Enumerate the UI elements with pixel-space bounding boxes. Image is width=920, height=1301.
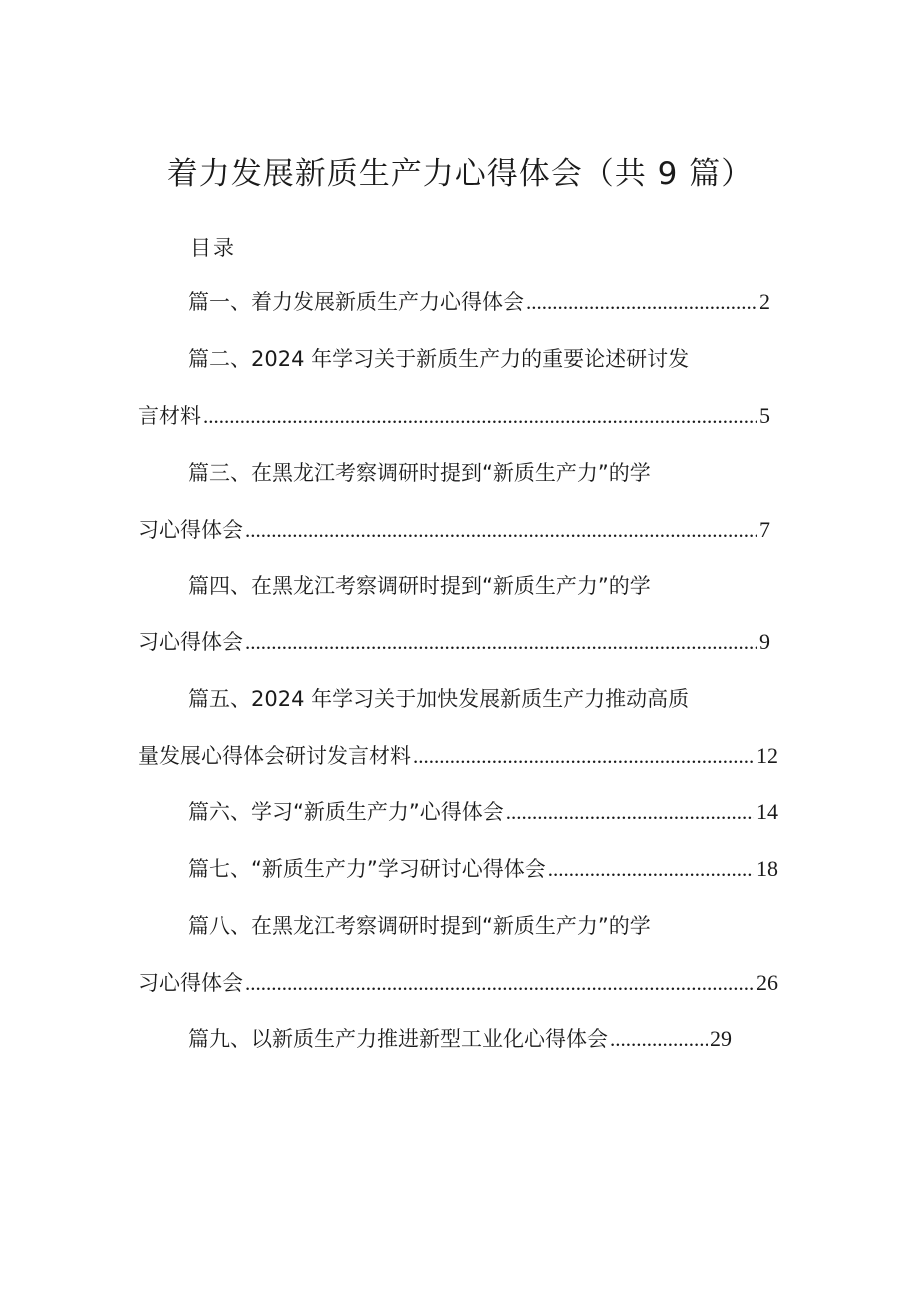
toc-page-number: 29 <box>710 1026 732 1051</box>
toc-entry-5-first-line[interactable] <box>188 684 788 714</box>
toc-entry-2[interactable] <box>138 401 770 431</box>
toc-page-number: 5 <box>759 403 770 428</box>
toc-page-number: 18 <box>756 856 778 881</box>
toc-page-number: 14 <box>756 799 778 824</box>
toc-entry-7[interactable] <box>188 854 778 884</box>
toc-entry-5[interactable] <box>138 741 778 771</box>
document-title: 着力发展新质生产力心得体会（共 9 篇） <box>166 156 754 192</box>
toc-entry-text: 篇六、学习“新质生产力”心得体会 <box>188 800 504 824</box>
toc-leader-dots <box>506 797 754 827</box>
toc-leader-dots <box>203 401 757 431</box>
toc-leader-dots <box>610 1024 708 1054</box>
toc-entry-text: 篇一、着力发展新质生产力心得体会 <box>188 290 524 314</box>
toc-entry-9[interactable] <box>188 1024 732 1054</box>
toc-entry-text: 习心得体会 <box>138 630 243 654</box>
toc-entry-text: 篇四、在黑龙江考察调研时提到“新质生产力”的学 <box>188 574 651 598</box>
toc-entry-8-first-line[interactable] <box>188 911 788 941</box>
toc-leader-dots <box>413 741 754 771</box>
toc-entry-text: 篇九、以新质生产力推进新型工业化心得体会 <box>188 1027 608 1051</box>
toc-entry-text: 篇三、在黑龙江考察调研时提到“新质生产力”的学 <box>188 461 651 485</box>
toc-entry-3[interactable] <box>138 515 770 545</box>
toc-entry-text: 量发展心得体会研讨发言材料 <box>138 744 411 768</box>
toc-entry-8[interactable] <box>138 968 778 998</box>
toc-leader-dots <box>245 515 757 545</box>
toc-entry-text: 习心得体会 <box>138 518 243 542</box>
toc-entry-6[interactable] <box>188 797 778 827</box>
toc-leader-dots <box>245 627 757 657</box>
toc-label: 目录 <box>190 236 236 260</box>
toc-entry-text: 习心得体会 <box>138 971 243 995</box>
toc-page-number: 2 <box>759 289 770 314</box>
toc-page-number: 12 <box>756 743 778 768</box>
toc-entry-text: 言材料 <box>138 404 201 428</box>
toc-entry-text: 篇八、在黑龙江考察调研时提到“新质生产力”的学 <box>188 914 651 938</box>
toc-entry-text: 篇二、2024 年学习关于新质生产力的重要论述研讨发 <box>188 347 690 371</box>
toc-entry-4[interactable] <box>138 627 770 657</box>
toc-page-number: 26 <box>756 970 778 995</box>
toc-entry-text: 篇七、“新质生产力”学习研讨心得体会 <box>188 857 546 881</box>
toc-leader-dots <box>526 287 757 317</box>
toc-leader-dots <box>245 968 754 998</box>
toc-page-number: 7 <box>759 517 770 542</box>
toc-entry-text: 篇五、2024 年学习关于加快发展新质生产力推动高质 <box>188 687 690 711</box>
toc-leader-dots <box>548 854 754 884</box>
toc-entry-3-first-line[interactable] <box>188 458 788 488</box>
toc-entry-2-first-line[interactable] <box>188 344 788 374</box>
toc-page-number: 9 <box>759 629 770 654</box>
toc-entry-4-first-line[interactable] <box>188 571 788 601</box>
toc-entry-1[interactable] <box>188 287 770 317</box>
